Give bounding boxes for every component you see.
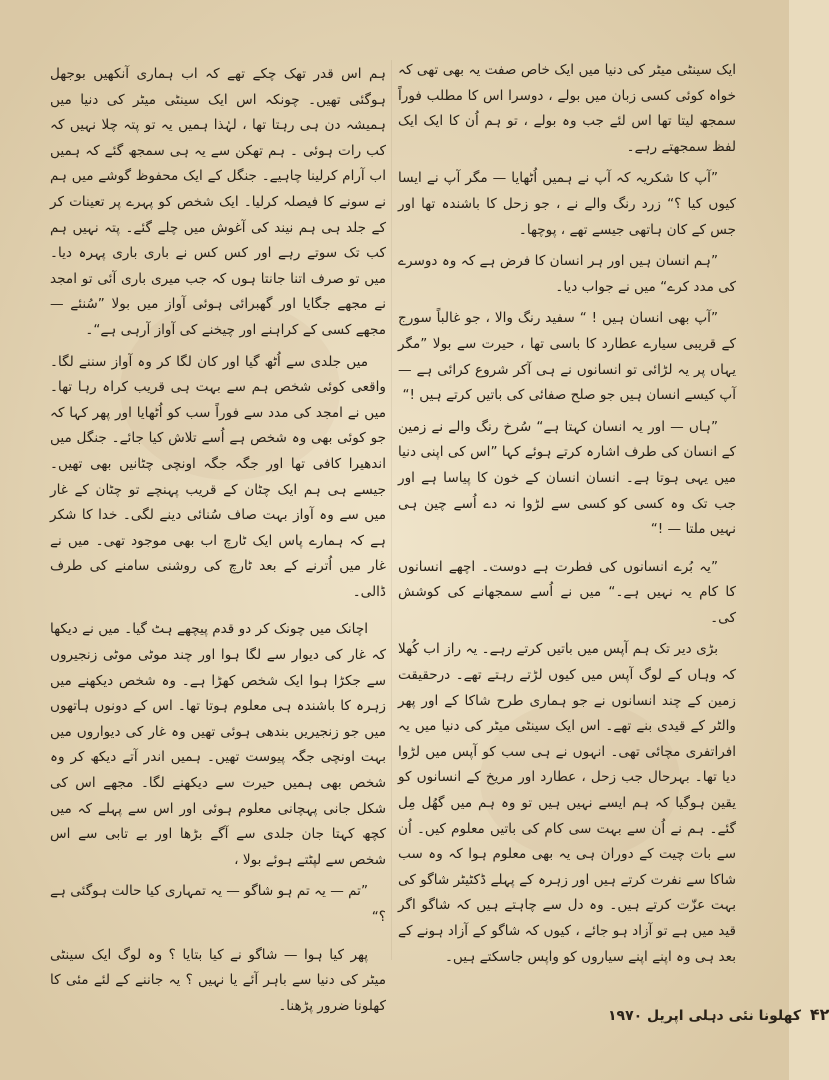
paragraph: ہم اس قدر تھک چکے تھے کہ اب ہماری آنکھیں بوجھل ہوگئی تھیں۔ چونکہ اس ایک سینٹی میٹر کی دنیا میں ہمیشہ دن ہی رہتا تھا ، لہٰذا ہمیں یہ تو پتہ چلا نہیں کہ کب رات ہوئی ۔ ہم تھکن سے یہ ہی سمجھ گئے کہ ہمیں اب آرام کرلینا چاہیے۔ جنگل کے ایک محفوظ گوشے میں ہم نے سونے کا فیصلہ کرلیا۔ ایک شخص کو پہرے پر تعینات کر کے جلد ہی ہم نیند کی آغوش میں چلے گئے۔ پتہ نہیں ہم کب تک سوتے رہے اور کس کس نے باری باری پہرہ دیا۔ میں تو صرف اتنا جانتا ہوں کہ جب میری باری آئی تو امجد نے مجھے جگایا اور گھبرائی ہوئی آواز میں بولا ”سُنئے — مجھے کسی کے کراہنے اور چیخنے کی آواز آرہی ہے“۔ — [50, 66, 386, 338]
paragraph: پھر کیا ہوا — شاگو نے کیا بتایا ؟ وہ لوگ ایک سینٹی میٹر کی دنیا سے باہر آئے یا نہیں ؟ یہ جاننے کے لئے مئی کا کھلونا ضرور پڑھنا۔ — [50, 946, 386, 1014]
paragraph: بڑی دیر تک ہم آپس میں باتیں کرتے رہے۔ یہ راز اب کُھلا کہ وہاں کے لوگ آپس میں کیوں لڑتے رہتے تھے۔ درحقیقت زمین کے چند انسانوں نے جو ہماری طرح شاکا کے اور پھر والٹر کے قیدی بنے تھے۔ اس ایک سینٹی میٹر کی دنیا میں یہ افراتفری مچائی تھی۔ انہوں نے ہی سب کو آپس میں لڑوا دیا تھا۔ بہرحال جب زحل ، عطارد اور مریخ کے انسانوں کو یقین ہوگیا کہ ہم ایسے نہیں ہیں تو وہ ہم میں گھُل مِل گئے۔ ہم نے اُن سے بہت سی کام کی باتیں معلوم کیں۔ اُن سے بات چیت کے دوران ہی یہ بھی معلوم ہوا کہ وہ سب شاکا سے نفرت کرتے ہیں اور زہرہ کے پہلے ڈکٹیٹر شاگو کی بہت عزّت کرتے ہیں۔ وہ دل سے چاہتے ہیں کہ شاگو اگر قید میں ہے تو آزاد ہو جائے ، کیوں کہ شاگو کے آزاد ہونے کے بعد ہی وہ اپنے اپنے سیاروں کو واپس جاسکتے ہیں۔ — [398, 641, 736, 965]
paragraph: ایک سینٹی میٹر کی دنیا میں ایک خاص صفت یہ بھی تھی کہ خواہ کوئی کسی زبان میں بولے ، دوسرا اس کا مطلب فوراً سمجھ لیتا تھا اس لئے جب وہ بولے ، تو ہم اُن کا ایک ایک لفظ سمجھتے رہے۔ — [398, 62, 736, 155]
paragraph: ”ہاں — اور یہ انسان کہتا ہے“ سُرخ رنگ والے نے زمین کے انسان کی طرف اشارہ کرتے ہوئے کہا ”اس کی اپنی دنیا میں یہی ہوتا ہے۔ انسان انسان کے خون کا پیاسا ہے اور جب تک وہ کسی کو کسی سے لڑوا نہ دے اُسے چین ہی نہیں ملتا — !“ — [398, 418, 736, 538]
paragraph: ”یہ بُرے انسانوں کی فطرت ہے دوست۔ اچھے انسانوں کا کام یہ نہیں ہے۔“ میں نے اُسے سمجھانے کی کوشش کی۔ — [398, 558, 736, 626]
left-text-column — [50, 62, 386, 1025]
publication-line: کھلونا نئی دہلی اپریل ۱۹۷۰ — [608, 1008, 801, 1024]
paragraph: ”آپ بھی انسان ہیں ! “ سفید رنگ والا ، جو غالباً سورج کے قریبی سیارے عطارد کا باسی تھا ، حیرت سے بولا ”مگر یہاں پر یہ لڑائی تو انسانوں نے ہی آکر شروع کرائی ہے — آپ کیسے انسان ہیں جو صلح صفائی کی باتیں کرتے ہیں !“ — [398, 310, 736, 404]
right-text-column — [398, 58, 736, 976]
page-number: ۴۲ — [809, 1005, 829, 1024]
paragraph: میں جلدی سے اُٹھ گیا اور کان لگا کر وہ آواز سننے لگا۔ واقعی کوئی شخص ہم سے بہت ہی قریب کراہ رہا تھا۔ میں نے امجد کی مدد سے فوراً سب کو اُٹھایا اور پھر کہا کہ جو کوئی بھی وہ شخص ہے اُسے تلاش کیا جائے۔ جنگل میں اندھیرا کافی تھا اور جگہ جگہ اونچی چٹانیں بھی تھیں۔ جیسے ہی ہم ایک چٹان کے قریب پہنچے تو چٹان کے غار میں سے وہ آواز بہت صاف سُنائی دینے لگی۔ خدا کا شکر ہے کہ ہمارے پاس ایک ٹارچ اب بھی موجود تھی۔ میں نے غار میں اُترنے کے بعد ٹارچ کی روشنی سامنے کی طرف ڈالی۔ — [50, 353, 386, 600]
column-divider — [391, 60, 392, 960]
paragraph: ”آپ کا شکریہ کہ آپ نے ہمیں اُٹھایا — مگر آپ نے ایسا کیوں کیا ؟“ زرد رنگ والے نے ، جو زحل کا باشندہ تھا اور جس کے کان ہاتھی جیسے تھے ، پوچھا۔ — [398, 170, 736, 238]
page-footer — [608, 1005, 829, 1024]
paragraph: ”ہم انسان ہیں اور ہر انسان کا فرض ہے کہ وہ دوسرے کی مدد کرے“ میں نے جواب دیا۔ — [398, 253, 736, 295]
paragraph: اچانک میں چونک کر دو قدم پیچھے ہٹ گیا۔ میں نے دیکھا کہ غار کی دیوار سے لگا ہوا اور چند موٹی موٹی زنجیروں سے جکڑا ہوا ایک شخص کھڑا ہے۔ وہ شخص دیکھنے میں زہرہ کا باشندہ ہی معلوم ہوتا تھا۔ اس کے دونوں ہاتھوں میں جو زنجیریں بندھی ہوئی تھیں وہ غار کی دیواروں میں بہت اونچی جگہ پیوست تھیں۔ ہمیں اندر آتے دیکھ کر وہ شخص بھی ہمیں حیرت سے دیکھنے لگا۔ مجھے اس کی شکل جانی پہچانی معلوم ہوئی اور اس سے پہلے کہ میں کچھ کہتا جان جلدی سے آگے بڑھا اور بے تابی سے اس شخص سے لپٹتے ہوئے بولا ، — [50, 621, 386, 868]
paragraph: ”تم — یہ تم ہو شاگو — یہ تمہاری کیا حالت ہوگئی ہے ؟“ — [50, 883, 386, 925]
